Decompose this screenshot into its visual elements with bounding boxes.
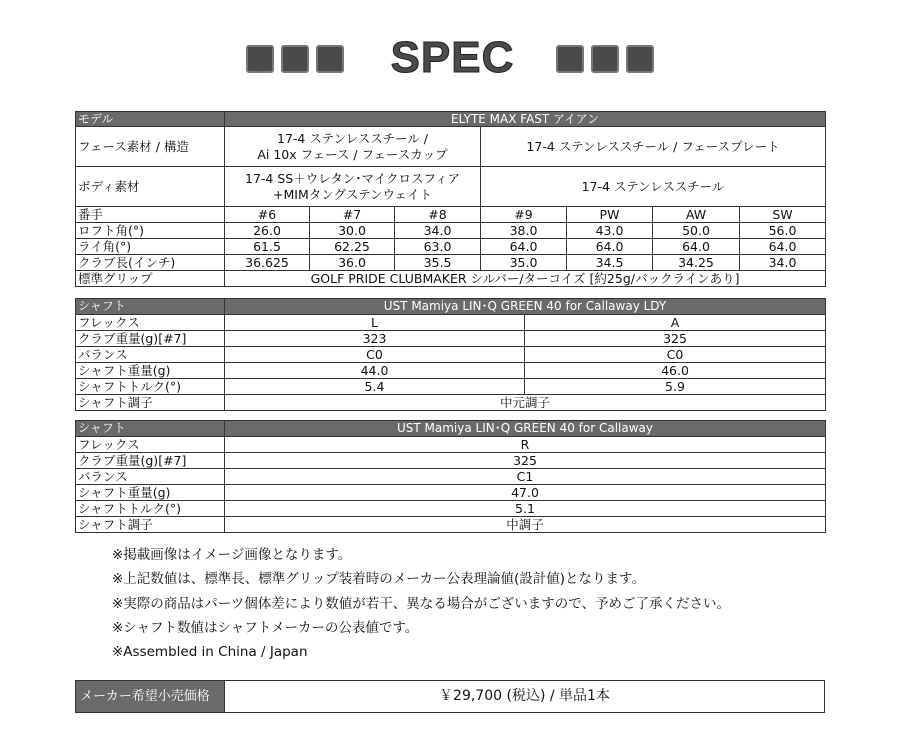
face-left-value: [225, 127, 481, 167]
shaft-cell: A: [525, 315, 826, 331]
shaft-cell: L: [225, 315, 525, 331]
spec-cell: #8: [395, 207, 481, 223]
spec-cell: 26.0: [225, 223, 310, 239]
shaft-cell: C0: [525, 347, 826, 363]
shaft-row: [76, 517, 826, 533]
shaft-row: [76, 437, 826, 453]
spec-cell: 34.5: [567, 255, 653, 271]
spec-cell: 64.0: [653, 239, 740, 255]
note-item: ※上記数値は、標準長、標準グリップ装着時のメーカー公表理論値(設計値)となります。: [112, 571, 645, 588]
shaft-row-label: フレックス: [76, 437, 225, 453]
spec-cell: 62.25: [310, 239, 395, 255]
body-right-value: 17-4 ステンレススチール: [481, 167, 826, 207]
grip-label: 標準グリップ: [76, 271, 225, 287]
spec-cell: 34.25: [653, 255, 740, 271]
spec-row-label: ロフト角(°): [76, 223, 225, 239]
shaft-header-label: シャフト: [76, 299, 225, 315]
shaft-row: [76, 315, 826, 331]
spec-row: [76, 207, 826, 223]
price-box: [75, 680, 825, 713]
shaft-header-value: UST Mamiya LIN･Q GREEN 40 for Callaway: [225, 421, 826, 437]
face-label: フェース素材 / 構造: [76, 127, 225, 167]
spec-title-banner: [0, 30, 900, 86]
shaft-cell: 323: [225, 331, 525, 347]
shaft-header-value: UST Mamiya LIN･Q GREEN 40 for Callaway LDY: [225, 299, 826, 315]
spec-cell: 36.0: [310, 255, 395, 271]
shaft-row-label: シャフト重量(g): [76, 485, 225, 501]
kick-label: シャフト調子: [76, 395, 225, 411]
shaft-cell: 中調子: [225, 517, 826, 533]
spec-row-label: 番手: [76, 207, 225, 223]
shaft-row-label: フレックス: [76, 315, 225, 331]
spec-cell: SW: [740, 207, 826, 223]
shaft-row-label: バランス: [76, 469, 225, 485]
price-label: メーカー希望小売価格: [76, 681, 225, 712]
decorative-square-icon: [556, 45, 584, 73]
shaft-row-label: クラブ重量(g)[#7]: [76, 331, 225, 347]
body-left-value: [225, 167, 481, 207]
spec-row: [76, 255, 826, 271]
shaft-row: [76, 485, 826, 501]
body-left-line: +MIMタングステンウェイト: [273, 186, 432, 202]
spec-cell: 34.0: [395, 223, 481, 239]
shaft-table-std: [75, 420, 826, 533]
shaft-row: [76, 469, 826, 485]
shaft-row-label: バランス: [76, 347, 225, 363]
note-item: ※実際の商品はパーツ個体差により数値が若干、異なる場合がございますので、予めご了承ください。: [112, 595, 731, 612]
face-row: [76, 127, 826, 167]
spec-cell: 43.0: [567, 223, 653, 239]
shaft-cell: R: [225, 437, 826, 453]
shaft-row: [76, 453, 826, 469]
shaft-row-label: シャフト重量(g): [76, 363, 225, 379]
spec-cell: 34.0: [740, 255, 826, 271]
decorative-square-icon: [316, 45, 344, 73]
spec-cell: #7: [310, 207, 395, 223]
shaft-cell: 5.1: [225, 501, 826, 517]
spec-cell: 38.0: [481, 223, 567, 239]
spec-cell: 64.0: [740, 239, 826, 255]
spec-cell: 30.0: [310, 223, 395, 239]
spec-cell: PW: [567, 207, 653, 223]
body-row: [76, 167, 826, 207]
spec-row: [76, 239, 826, 255]
spec-cell: 61.5: [225, 239, 310, 255]
shaft-row: [76, 331, 826, 347]
shaft-row: [76, 347, 826, 363]
kick-row: [76, 395, 826, 411]
note-item: ※シャフト数値はシャフトメーカーの公表値です。: [112, 619, 419, 636]
grip-value: GOLF PRIDE CLUBMAKER シルバー/ターコイズ [約25g/バックラインあり]: [225, 271, 826, 287]
spec-cell: 64.0: [481, 239, 567, 255]
shaft-row-label: クラブ重量(g)[#7]: [76, 453, 225, 469]
shaft-cell: 5.9: [525, 379, 826, 395]
kick-value: 中元調子: [225, 395, 826, 411]
shaft-cell: 5.4: [225, 379, 525, 395]
spec-cell: 35.5: [395, 255, 481, 271]
decorative-square-icon: [626, 45, 654, 73]
page-title: SPEC: [390, 33, 515, 82]
shaft-cell: 47.0: [225, 485, 826, 501]
shaft-row: [76, 363, 826, 379]
shaft-cell: C1: [225, 469, 826, 485]
spec-cell: 35.0: [481, 255, 567, 271]
body-label: ボディ素材: [76, 167, 225, 207]
shaft-row: [76, 501, 826, 517]
shaft-row-label: シャフトトルク(°): [76, 501, 225, 517]
model-value: ELYTE MAX FAST アイアン: [225, 112, 826, 127]
model-label: モデル: [76, 112, 225, 127]
shaft-cell: 46.0: [525, 363, 826, 379]
face-left-line: 17-4 ステンレススチール /: [277, 130, 428, 146]
spec-table: [75, 111, 826, 287]
spec-cell: 50.0: [653, 223, 740, 239]
shaft-table-ldy: [75, 298, 826, 411]
decorative-square-icon: [591, 45, 619, 73]
spec-cell: 56.0: [740, 223, 826, 239]
spec-cell: #6: [225, 207, 310, 223]
spec-cell: 36.625: [225, 255, 310, 271]
model-row: [76, 112, 826, 127]
shaft-cell: 325: [525, 331, 826, 347]
grip-row: [76, 271, 826, 287]
price-value: ￥29,700 (税込) / 単品1本: [439, 688, 610, 704]
body-left-line: 17-4 SS＋ウレタン･マイクロスフィア: [245, 170, 460, 186]
shaft-header-label: シャフト: [76, 421, 225, 437]
shaft-cell: 44.0: [225, 363, 525, 379]
decorative-square-icon: [246, 45, 274, 73]
face-right-value: 17-4 ステンレススチール / フェースプレート: [481, 127, 826, 167]
shaft-cell: C0: [225, 347, 525, 363]
shaft-row-label: シャフトトルク(°): [76, 379, 225, 395]
spec-cell: 63.0: [395, 239, 481, 255]
shaft-row-label: シャフト調子: [76, 517, 225, 533]
note-item: ※掲載画像はイメージ画像となります。: [112, 547, 352, 563]
shaft-header-row: [76, 421, 826, 437]
spec-cell: AW: [653, 207, 740, 223]
spec-row: [76, 223, 826, 239]
face-left-line: Ai 10x フェース / フェースカップ: [257, 146, 448, 162]
spec-row-label: ライ角(°): [76, 239, 225, 255]
shaft-row: [76, 379, 826, 395]
shaft-header-row: [76, 299, 826, 315]
spec-cell: 64.0: [567, 239, 653, 255]
spec-row-label: クラブ長(インチ): [76, 255, 225, 271]
decorative-square-icon: [281, 45, 309, 73]
shaft-cell: 325: [225, 453, 826, 469]
notes-list: [112, 543, 730, 664]
note-item: ※Assembled in China / Japan: [112, 644, 308, 661]
spec-cell: #9: [481, 207, 567, 223]
